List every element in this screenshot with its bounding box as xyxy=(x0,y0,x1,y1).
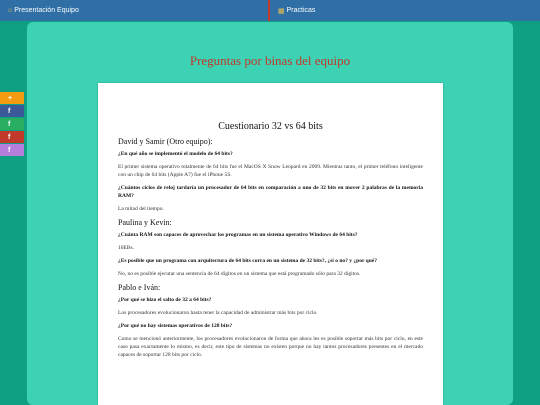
answer: Los procesadores evolucionaron hasta tener la capacidad de administrar más bits por ciclo. xyxy=(118,310,318,316)
answer: 16EBs. xyxy=(118,245,135,251)
question: ¿Cuántos ciclos de reloj tardaría un procesador de 64 bits en comparación a uno de 32 bits en mover 2 palabras de la memoria RAM? xyxy=(118,185,423,199)
group-heading: Paulina y Kevin: xyxy=(118,218,172,227)
group-heading: David y Samir (Otro equipo): xyxy=(118,137,213,146)
nav-label: Presentación Equipo xyxy=(14,7,79,14)
answer: Como se mencionó anteriormente, los procesadores evolucionaron de forma que ahora les es posible soportar más bits por ciclo, en este caso pasa exactamente lo mismo, es decir, este tipo de sistemas no existen porque no hay tantos procesadores presentes en el mercado capaces de soportar 128 bits por ciclo. xyxy=(118,336,423,358)
answer: La mitad del tiempo. xyxy=(118,206,164,212)
nav-label: Practicas xyxy=(286,7,316,14)
nav-presentacion-equipo[interactable] xyxy=(0,0,270,21)
share-button-3[interactable]: f xyxy=(0,131,24,143)
calendar-icon: ▦ xyxy=(278,7,285,15)
share-add-button[interactable]: + xyxy=(0,92,24,104)
page-title: Preguntas por binas del equipo xyxy=(189,53,351,68)
question: ¿En qué año se implementó el modelo de 64 bits? xyxy=(118,151,233,157)
share-button-4[interactable]: f xyxy=(0,144,24,156)
content-panel xyxy=(27,22,513,405)
share-facebook-button[interactable]: f xyxy=(0,105,24,117)
answer: El primer sistema operativo totalmente de 64 bits fue el MacOS X Snow Leopard en 2009. Mientras tanto, el primer teléfono inteligente con un chip de 64 bits (Apple A7) fue el iPhone 5S. xyxy=(118,164,423,178)
share-sidebar xyxy=(0,92,24,157)
document-viewer[interactable] xyxy=(98,83,443,405)
group-heading: Pablo e Iván: xyxy=(118,283,161,292)
top-navbar xyxy=(0,0,540,21)
nav-practicas[interactable] xyxy=(270,0,540,21)
home-icon: ⌂ xyxy=(8,7,13,14)
answer: No, no es posible ejecutar una sentencia de 64 dígitos en un sistema que está programado sólo para 32 dígitos. xyxy=(118,271,361,277)
question: ¿Es posible que un programa con arquitectura de 64 bits corra en un sistema de 32 bits?, ¿si o no? y ¿por qué? xyxy=(118,258,377,264)
question: ¿Por qué se hizo el salto de 32 a 64 bits? xyxy=(118,297,212,303)
question: ¿Por qué no hay sistemas operativos de 128 bits? xyxy=(118,323,233,329)
document-title: Cuestionario 32 vs 64 bits xyxy=(218,121,323,132)
question: ¿Cuánta RAM son capaces de aprovechar los programas en un sistema operativo Windows de 64 bits? xyxy=(118,232,358,238)
share-button-2[interactable]: f xyxy=(0,118,24,130)
